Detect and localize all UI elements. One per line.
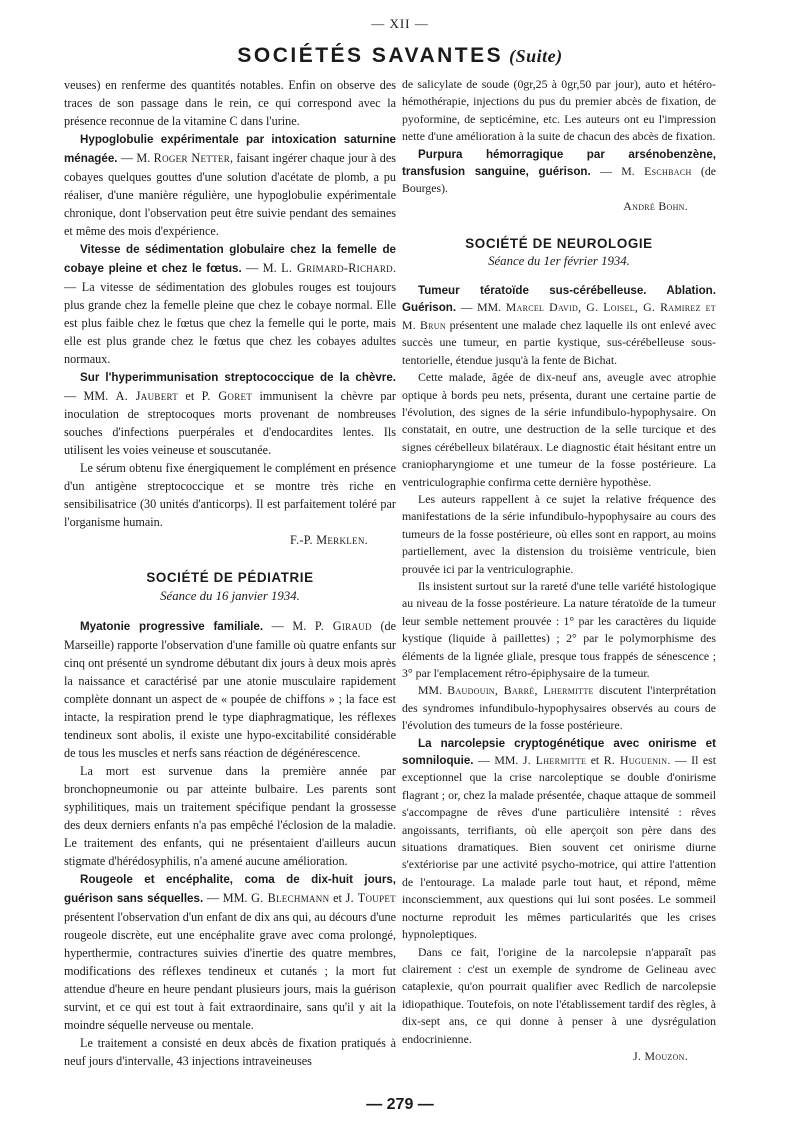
abstract-hyperimmunisation: Sur l'hyperimmunisation streptococcique de la chèvre. — MM. A. Jaubert et P. Goret immunisent la chèvre par inoculation de streptocoques morts provenant de nombreuses souches d'infections puerpérales et d'endocardites lentes. Ils utilisent les voies veineuse et souscutanée. xyxy=(64,371,396,457)
header-suite: (Suite) xyxy=(509,46,563,66)
abstract-myatonie: Myatonie progressive familiale. — M. P. Giraud (de Marseille) rapporte l'observation d'une famille où quatre enfants sur cinq ont présenté un syndrome débutant dix jours à deux mois après la naissance et caractérisé par une atonie musculaire rapidement complète donnant un aspect de « poupée de chiffons » ; la face est intacte, la respiration prend le type diaphragmatique, les réflexes tendineux sont abolis, il existe une hypo-excitabilité considérable de tous les muscles et nerfs sans réaction de dégénérescence. xyxy=(64,619,397,760)
abstract-tumeur: Tumeur tératoïde sus-cérébelleuse. Ablation. Guérison. — MM. Marcel David, G. Loisel, G. Ramirez et M. Brun présentent une malade chez laquelle ils ont enlevé avec succès une tumeur, en partie kystique, sus-cérébelleuse sous-tentorielle, étendue jusqu'à la fente de Bichat. xyxy=(402,284,717,367)
author-name: Marcel David, G. Loisel, G. Ramirez et M. Brun xyxy=(402,300,716,332)
page-number: — 279 — xyxy=(366,1096,434,1113)
society-heading: SOCIÉTÉ DE PÉDIATRIE xyxy=(146,570,314,585)
author-name: A. Jaubert xyxy=(115,389,179,403)
paragraph: veuses) en renferme des quantités notables. Enfin on observe des traces de son passage dans le rein, ce qui correspond avec la présence reconnue de la vitamine C dans l'urine. xyxy=(64,78,396,128)
author-name: J. Lhermitte xyxy=(522,753,587,768)
paragraph: La mort est survenue dans la première année par bronchopneumonie ou par atteinte bulbaire. Les parents sont syphilitiques, mais un traitement spécifique pendant la grossesse des deux derniers enfants n'a pas empêché l'éclosion de la maladie. Le traitement des enfants, qui ne présentaient d'ailleurs aucun stigmate d'hérédosyphilis, n'a amené aucune amélioration. xyxy=(64,764,396,868)
paragraph: Ils insistent surtout sur la rareté d'une telle variété histologique au niveau de la fosse postérieure. La nature tératoïde de la tumeur leur semble nettement prouvée : 1° par les caractères du liquide kystique (liquide à paillettes) ; 2° par le polymorphisme des éléments de la lignée gliale, presque tous frappés de sénescence ; 3° par l'emplacement rétro-épiphysaire de la tumeur. xyxy=(402,578,716,680)
session-date: Séance du 16 janvier 1934. xyxy=(160,589,300,603)
signature: J. Mouzon. xyxy=(633,1048,688,1063)
abstract-title: Rougeole et encéphalite, coma de dix-huit jours, guérison sans séquelles. xyxy=(64,873,396,905)
session-date: Séance du 1er février 1934. xyxy=(488,253,630,268)
signature: André Bohn. xyxy=(623,198,688,213)
author-name: Roger Netter xyxy=(153,151,231,165)
paragraph: de salicylate de soude (0gr,25 à 0gr,50 par jour), auto et hétéro-hémothérapie, injections du pus du premier abcès de fixation, de pyoformine, de septicémine, etc. Les auteurs ont eu l'impression nette d'une amélioration à la suite de chacun des abcès de fixation. xyxy=(402,77,716,144)
abstract-title: Sur l'hyperimmunisation streptococcique de la chèvre. xyxy=(80,371,396,384)
society-heading: SOCIÉTÉ DE NEUROLOGIE xyxy=(465,236,653,252)
author-name: P. Giraud xyxy=(314,619,372,633)
abstract-vitesse: Vitesse de sédimentation globulaire chez la femelle de cobaye pleine et chez le fœtus. — M. L. Grimard-Richard. — La vitesse de sédimentation des globules rouges est toujours plus grande chez la femelle pleine que chez le cobaye normal. Elle est plus faible chez le fœtus que chez la femelle qui le porte, mais elle est plus grande chez le fœtus que chez les cobayes adultes normaux. xyxy=(64,243,397,366)
header-title: SOCIÉTÉS SAVANTES xyxy=(237,44,504,67)
abstract-title: Myatonie progressive familiale. xyxy=(80,620,264,633)
paragraph-discussion: MM. Baudouin, Barré, Lhermitte discutent l'interprétation des syndromes infundibulo-hypophysaires observés au cours de l'évolution des tumeurs de la fosse postérieure. xyxy=(402,683,716,733)
author-name: G. Blechmann xyxy=(251,891,330,905)
abstract-hypoglobulie: Hypoglobulie expérimentale par intoxication saturnine ménagée. — M. Roger Netter, faisant ingérer chaque jour à des cobayes quelques gouttes d'une solution d'acétate de plomb, a pu réaliser, d'une manière régulière, une hypoglobulie expérimentale chronique, dont l'observation peut être suivie pendant des semaines et même des mois d'expérience. xyxy=(64,133,396,238)
author-name: R. Huguenin xyxy=(603,753,668,768)
signature: F.-P. Merklen. xyxy=(289,533,368,547)
abstract-title: Vitesse de sédimentation globulaire chez la femelle de cobaye pleine et chez le fœtus. xyxy=(64,243,396,275)
paragraph: Dans ce fait, l'origine de la narcolepsie n'apparaît pas clairement : c'est un exemple de syndrome de Gelineau avec cataplexie, qu'on pourrait qualifier avec Redlich de narcolepsie idiopathique. Toutefois, on note l'établissement tardif des règles, à dix-sept ans, ce qui donne à penser à une dysrégulation endocrinienne. xyxy=(402,944,716,1046)
author-name: J. Toupet xyxy=(345,891,396,905)
abstract-title: Purpura hémorragique par arsénobenzène, transfusion sanguine, guérison. xyxy=(402,147,716,179)
paragraph: Le sérum obtenu fixe énergiquement le complément en présence d'un antigène streptococcique et se montre très riche en sensibilisatrice (30 unités d'anticorps). Il est parfaitement toléré par l'organisme humain. xyxy=(64,461,396,529)
paragraph: Cette malade, âgée de dix-neuf ans, aveugle avec atrophie optique à bords peu nets, présenta, durant une certaine partie de l'évolution, des signes de la série infundibulo-hypophysaire. On constatait, en outre, une destruction de la selle turcique et des signes cérébelleux bilatéraux. Le diagnostic était hésitant entre un craniopharyngiome et une tumeur de la fosse postérieure. La ventriculographie confirma cette dernière hypothèse. xyxy=(402,370,716,489)
abstract-title: La narcolepsie cryptogénétique avec onirisme et somniloquie. xyxy=(402,736,716,768)
roman-folio: — XII — xyxy=(371,16,429,31)
left-column xyxy=(64,76,396,1070)
abstract-title: Tumeur tératoïde sus-cérébelleuse. Ablation. Guérison. xyxy=(402,284,716,315)
author-name: L. Grimard-Richard xyxy=(281,261,393,275)
section-header xyxy=(0,44,800,68)
abstract-purpura: Purpura hémorragique par arsénobenzène, transfusion sanguine, guérison. — M. Eschbach (de Bourges). xyxy=(402,147,716,196)
author-name: Baudouin, Barré, Lhermitte xyxy=(447,683,594,698)
right-column xyxy=(402,76,716,1065)
paragraph: Les auteurs rappellent à ce sujet la relative fréquence des manifestations de la série infundibulo-hypophysaire au cours des tumeurs de la fosse postérieure, où elles sont en rapport, au moins partiellement, avec la distension du troisième ventricule, bien prouvée ici par la ventriculographie. xyxy=(402,491,716,576)
abstract-rougeole: Rougeole et encéphalite, coma de dix-huit jours, guérison sans séquelles. — MM. G. Blechmann et J. Toupet présentent l'observation d'un enfant de dix ans qui, au décours d'une rougeole discrète, eut une encéphalite grave avec coma prolongé, hyperthermie, contractures suivies d'inertie des quatre membres, modifications des réflexes tendineux et cutanés ; la mort fut attendue d'heure en heure pendant plusieurs jours, mais la guérison survint, et ce qui est tout à fait extraordinaire, sans qu'il y ait la moindre séquelle nerveuse ou mentale. xyxy=(64,873,396,1032)
author-name: Eschbach xyxy=(644,164,692,179)
author-name: P. Goret xyxy=(201,389,253,403)
paragraph: Le traitement a consisté en deux abcès de fixation pratiqués à neuf jours d'intervalle, 43 injections intraveineuses xyxy=(64,1036,396,1068)
abstract-narcolepsie: La narcolepsie cryptogénétique avec onirisme et somniloquie. — MM. J. Lhermitte et R. Huguenin. — Il est exceptionnel que la crise narcoleptique se double d'onirisme flagrant ; or, chez la malade présentée, chaque attaque de sommeil s'accompagne de rêves d'une particulière intensité : rêves angoissants, terrifiants, où elle aperçoit son père dans des situations dramatiques. Bien souvent cet onirisme diurne s'extériorise par une activité psycho-motrice, qui attire l'attention de l'entourage. La malade parle tout haut, et répond, même inconsciemment, aux questions qui lui sont posées. Le sommeil nocturne reproduit les mêmes particularités que les crises hypnoleptiques. xyxy=(402,736,716,942)
abstract-title: Hypoglobulie expérimentale par intoxication saturnine ménagée. xyxy=(64,133,396,165)
